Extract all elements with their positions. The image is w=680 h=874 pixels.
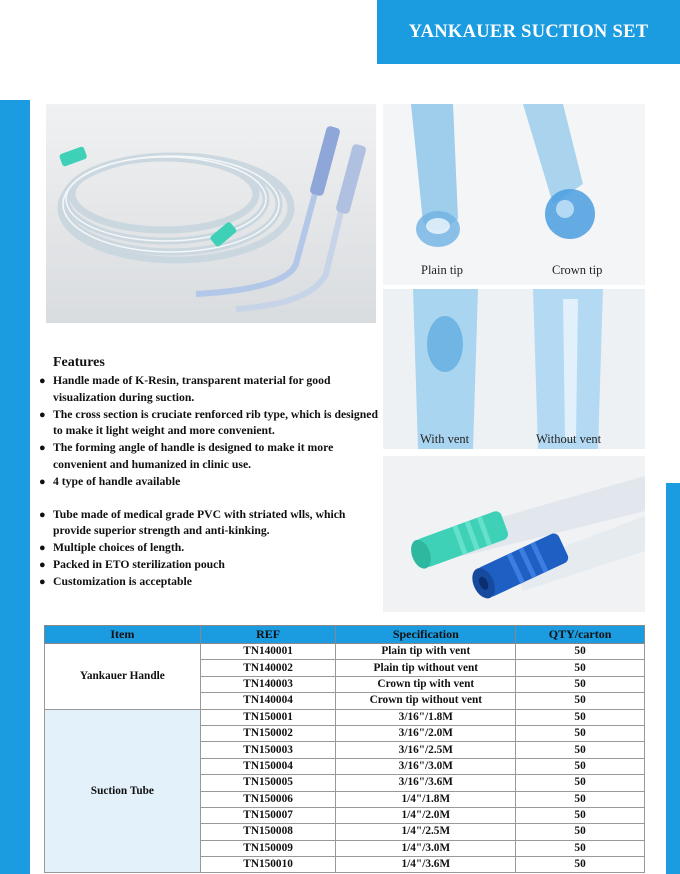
feature-item: ● The forming angle of handle is designed to make it more convenient and humanized in clinic use. (38, 440, 383, 474)
connectors-photo (383, 456, 645, 612)
qty-cell: 50 (516, 775, 645, 791)
ref-cell: TN140004 (200, 693, 336, 709)
qty-cell: 50 (516, 742, 645, 758)
ref-cell: TN150002 (200, 725, 336, 741)
vent-types-photo (383, 289, 645, 449)
spec-cell: Plain tip with vent (336, 644, 516, 660)
feature-item: ● Tube made of medical grade PVC with striated wlls, which provide superior strength and anti-kinking. (38, 507, 383, 541)
column-header-ref: REF (200, 626, 336, 644)
qty-cell: 50 (516, 709, 645, 725)
ref-cell: TN140001 (200, 644, 336, 660)
table-header-row (45, 626, 645, 644)
qty-cell: 50 (516, 693, 645, 709)
qty-cell: 50 (516, 857, 645, 873)
right-accent-bar (666, 483, 680, 874)
qty-cell: 50 (516, 791, 645, 807)
qty-cell: 50 (516, 660, 645, 676)
column-header-specification: Specification (336, 626, 516, 644)
column-header-item: Item (45, 626, 201, 644)
qty-cell: 50 (516, 758, 645, 774)
ref-cell: TN150008 (200, 824, 336, 840)
qty-cell: 50 (516, 840, 645, 856)
header-banner (377, 0, 680, 64)
spec-cell: 3/16"/3.0M (336, 758, 516, 774)
spec-cell: 3/16"/3.6M (336, 775, 516, 791)
left-accent-bar (0, 100, 30, 874)
spec-cell: Crown tip with vent (336, 676, 516, 692)
table-row (45, 644, 645, 660)
ref-cell: TN150009 (200, 840, 336, 856)
spec-cell: 1/4"/3.0M (336, 840, 516, 856)
column-header-qty: QTY/carton (516, 626, 645, 644)
ref-cell: TN150004 (200, 758, 336, 774)
spec-cell: 1/4"/1.8M (336, 791, 516, 807)
ref-cell: TN150001 (200, 709, 336, 725)
ref-cell: TN150007 (200, 807, 336, 823)
spec-cell: 3/16"/1.8M (336, 709, 516, 725)
tip-types-photo (383, 104, 645, 285)
ref-cell: TN140003 (200, 676, 336, 692)
ref-cell: TN150006 (200, 791, 336, 807)
spec-cell: Crown tip without vent (336, 693, 516, 709)
spec-cell: 1/4"/2.0M (336, 807, 516, 823)
qty-cell: 50 (516, 807, 645, 823)
product-photo (46, 104, 376, 323)
spec-cell: 1/4"/3.6M (336, 857, 516, 873)
qty-cell: 50 (516, 824, 645, 840)
ref-cell: TN140002 (200, 660, 336, 676)
caption-plain-tip: Plain tip (421, 263, 464, 277)
table-row (45, 709, 645, 725)
page-title: YANKAUER SUCTION SET (408, 21, 649, 42)
ref-cell: TN150005 (200, 775, 336, 791)
feature-item: ● 4 type of handle available (38, 474, 383, 491)
ref-cell: TN150010 (200, 857, 336, 873)
qty-cell: 50 (516, 725, 645, 741)
ref-cell: TN150003 (200, 742, 336, 758)
spec-cell: 1/4"/2.5M (336, 824, 516, 840)
caption-crown-tip: Crown tip (552, 263, 603, 277)
spec-table (44, 625, 645, 873)
caption-without-vent: Without vent (536, 432, 602, 446)
group-suction-tube: Suction Tube (45, 709, 201, 873)
caption-with-vent: With vent (420, 432, 470, 446)
qty-cell: 50 (516, 676, 645, 692)
qty-cell: 50 (516, 644, 645, 660)
features-section (38, 355, 383, 591)
spec-cell: 3/16"/2.5M (336, 742, 516, 758)
features-title: Features (53, 355, 105, 370)
spec-cell: 3/16"/2.0M (336, 725, 516, 741)
feature-item: ● The cross section is cruciate renforced rib type, which is designed to make it light weight and more convenient. (38, 407, 383, 441)
feature-item: ● Handle made of K-Resin, transparent material for good visualization during suction. (38, 373, 383, 407)
spec-cell: Plain tip without vent (336, 660, 516, 676)
group-yankauer-handle: Yankauer Handle (45, 644, 201, 710)
feature-item: ● Multiple choices of length. (38, 540, 383, 557)
feature-item: ● Customization is acceptable (38, 574, 383, 591)
feature-item: ● Packed in ETO sterilization pouch (38, 557, 383, 574)
